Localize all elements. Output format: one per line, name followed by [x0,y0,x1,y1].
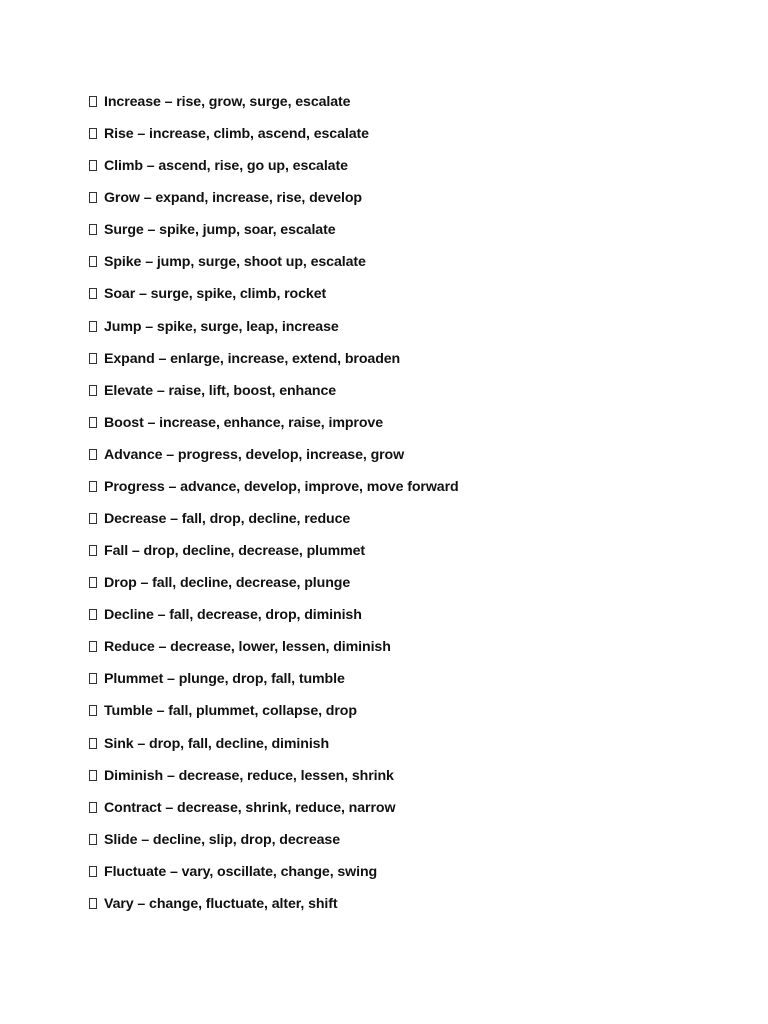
list-item-text: Surge – spike, jump, soar, escalate [104,222,336,239]
list-item-text: Tumble – fall, plummet, collapse, drop [104,703,357,720]
bullet-icon [89,256,97,267]
list-item [89,315,459,347]
list-item [89,571,459,603]
list-item [89,667,459,699]
list-item [89,122,459,154]
list-item [89,379,459,411]
bullet-icon [89,770,97,781]
list-item-text: Grow – expand, increase, rise, develop [104,190,362,207]
list-item-text: Boost – increase, enhance, raise, improve [104,414,383,431]
list-item-text: Fall – drop, decline, decrease, plummet [104,543,366,560]
list-item-text: Advance – progress, develop, increase, grow [104,446,405,463]
list-item-text: Expand – enlarge, increase, extend, broaden [104,350,401,367]
list-item-text: Diminish – decrease, reduce, lessen, shrink [104,767,394,784]
list-item [89,507,459,539]
list-item [89,796,459,828]
bullet-icon [89,577,97,588]
bullet-icon [89,641,97,652]
list-item [89,635,459,667]
list-item-text: Rise – increase, climb, ascend, escalate [104,126,369,143]
list-item-text: Climb – ascend, rise, go up, escalate [104,158,348,175]
list-item [89,732,459,764]
list-item [89,443,459,475]
list-item [89,699,459,731]
bullet-icon [89,385,97,396]
list-item-text: Spike – jump, surge, shoot up, escalate [104,254,366,271]
list-item [89,764,459,796]
list-item-text: Progress – advance, develop, improve, move forward [104,478,459,495]
bullet-icon [89,353,97,364]
list-item [89,154,459,186]
list-item-text: Slide – decline, slip, drop, decrease [104,831,341,848]
bullet-icon [89,192,97,203]
bullet-icon [89,417,97,428]
bullet-icon [89,96,97,107]
list-item [89,411,459,443]
list-item-text: Reduce – decrease, lower, lessen, diminish [104,639,391,656]
list-item [89,603,459,635]
list-item [89,347,459,379]
bullet-icon [89,738,97,749]
bullet-icon [89,449,97,460]
list-item-text: Decline – fall, decrease, drop, diminish [104,607,362,624]
bullet-icon [89,321,97,332]
list-item-text: Increase – rise, grow, surge, escalate [104,94,351,110]
synonym-list [89,90,459,924]
bullet-icon [89,513,97,524]
list-item [89,218,459,250]
list-item [89,250,459,282]
list-item-text: Elevate – raise, lift, boost, enhance [104,382,337,399]
list-item-text: Fluctuate – vary, oscillate, change, swing [104,863,378,880]
bullet-icon [89,705,97,716]
list-item [89,892,459,924]
bullet-icon [89,481,97,492]
bullet-icon [89,802,97,813]
list-item [89,282,459,314]
bullet-icon [89,834,97,845]
bullet-icon [89,160,97,171]
list-item-text: Vary – change, fluctuate, alter, shift [104,895,338,912]
list-item [89,539,459,571]
list-item-text: Decrease – fall, drop, decline, reduce [104,511,351,528]
bullet-icon [89,609,97,620]
bullet-icon [89,673,97,684]
bullet-icon [89,128,97,139]
list-item [89,828,459,860]
list-item-text: Sink – drop, fall, decline, diminish [104,735,330,752]
list-item [89,475,459,507]
list-item-text: Plummet – plunge, drop, fall, tumble [104,671,345,688]
list-item-text: Jump – spike, surge, leap, increase [104,318,339,335]
bullet-icon [89,545,97,556]
list-item [89,90,459,122]
bullet-icon [89,224,97,235]
bullet-icon [89,288,97,299]
list-item [89,860,459,892]
bullet-icon [89,866,97,877]
list-item-text: Contract – decrease, shrink, reduce, narrow [104,799,396,816]
list-item [89,186,459,218]
list-item-text: Soar – surge, spike, climb, rocket [104,286,327,303]
bullet-icon [89,898,97,909]
list-item-text: Drop – fall, decline, decrease, plunge [104,575,351,592]
